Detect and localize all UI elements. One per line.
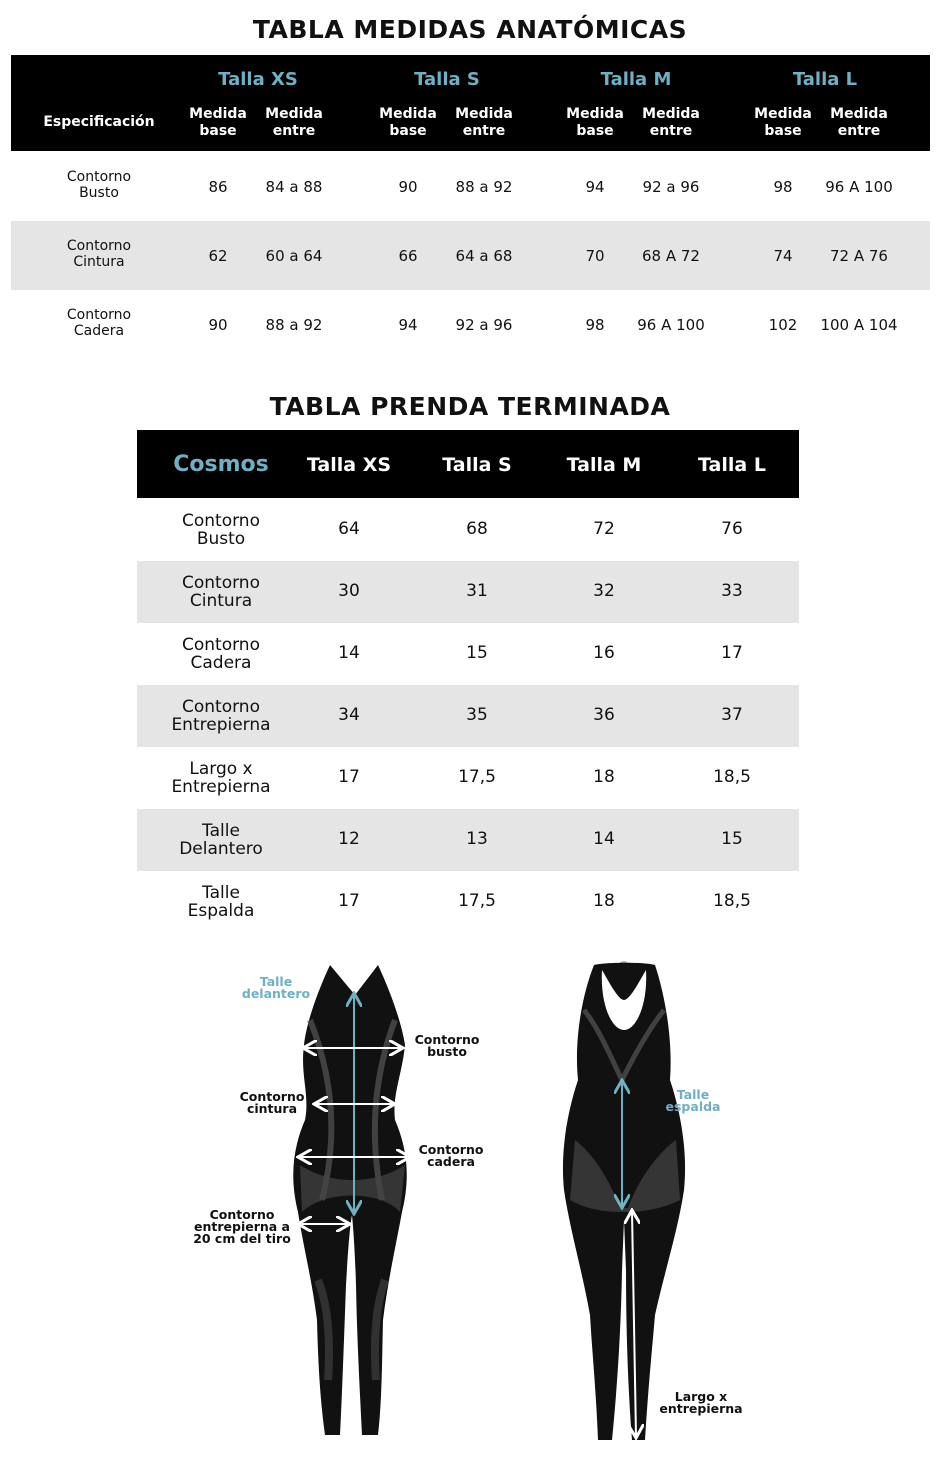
table-cell: 15 (466, 643, 488, 663)
table-cell: 12 (338, 829, 360, 849)
table-row (11, 152, 930, 221)
back-bodysuit (563, 962, 685, 1440)
table-cell: 17 (721, 643, 743, 663)
table-row (137, 685, 799, 747)
row-label: Talle Delantero (179, 821, 263, 859)
table-cell: 17,5 (458, 891, 496, 911)
xs-base-header: Medida base (189, 106, 247, 139)
table-row (137, 871, 799, 933)
size-l-header: Talla L (792, 69, 858, 90)
table-cell: 18 (593, 891, 615, 911)
table-cell: 92 a 96 (642, 178, 700, 196)
table-cell: 34 (338, 705, 360, 725)
table-cell: 36 (593, 705, 615, 725)
contorno-entrepierna-label: Contorno entrepierna a 20 cm del tiro (193, 1207, 291, 1246)
garment-measurement-figure (0, 950, 940, 1450)
talle-delantero-label: Talle delantero (241, 974, 311, 1001)
table-cell: 17,5 (458, 767, 496, 787)
size-m-header: Talla M (600, 69, 672, 90)
row-label: Contorno Entrepierna (171, 697, 271, 735)
row-label: Contorno Busto (66, 169, 132, 201)
table-cell: 86 (208, 178, 228, 196)
m-base-header: Medida base (566, 106, 624, 139)
size-m-header: Talla M (566, 454, 642, 476)
row-label: Contorno Cadera (182, 635, 260, 673)
table-cell: 96 A 100 (637, 316, 705, 334)
table-cell: 88 a 92 (455, 178, 513, 196)
table-row (137, 623, 799, 685)
row-label: Talle Espalda (187, 883, 255, 921)
table-cell: 13 (466, 829, 488, 849)
table-cell: 15 (721, 829, 743, 849)
table-cell: 14 (593, 829, 615, 849)
table-cell: 70 (585, 247, 605, 265)
table-cell: 94 (585, 178, 605, 196)
table-cell: 18,5 (713, 767, 751, 787)
table-cell: 31 (466, 581, 488, 601)
talle-espalda-label: Talle espalda (665, 1087, 721, 1114)
anatomical-table-title: TABLA MEDIDAS ANATÓMICAS (252, 15, 688, 44)
table-row (11, 290, 930, 359)
table-cell: 90 (208, 316, 228, 334)
table-cell: 72 (593, 519, 615, 539)
size-s-header: Talla S (414, 69, 480, 90)
bodysuit-illustration (0, 950, 940, 1450)
front-bodysuit (293, 965, 408, 1435)
size-s-header: Talla S (442, 454, 512, 476)
contorno-busto-label: Contorno busto (414, 1032, 480, 1059)
table-cell: 60 a 64 (265, 247, 323, 265)
largo-entrepierna-label: Largo x entrepierna (659, 1389, 743, 1416)
row-label: Contorno Busto (182, 511, 260, 549)
table-cell: 68 (466, 519, 488, 539)
table-cell: 88 a 92 (265, 316, 323, 334)
table-cell: 98 (773, 178, 793, 196)
brand-header: Cosmos (173, 452, 269, 477)
table-cell: 68 A 72 (642, 247, 700, 265)
contorno-cadera-label: Contorno cadera (418, 1142, 484, 1169)
table-cell: 96 A 100 (825, 178, 893, 196)
table-cell: 90 (398, 178, 418, 196)
table-cell: 66 (398, 247, 418, 265)
table-cell: 14 (338, 643, 360, 663)
table-cell: 35 (466, 705, 488, 725)
contorno-cintura-label: Contorno cintura (239, 1089, 305, 1116)
table-cell: 84 a 88 (265, 178, 323, 196)
table-row (137, 561, 799, 623)
m-range-header: Medida entre (642, 106, 700, 139)
size-l-header: Talla L (698, 454, 766, 476)
table-cell: 72 A 76 (830, 247, 888, 265)
table-cell: 32 (593, 581, 615, 601)
size-xs-header: Talla XS (218, 69, 298, 90)
table-cell: 30 (338, 581, 360, 601)
table-cell: 76 (721, 519, 743, 539)
row-label: Largo x Entrepierna (171, 759, 271, 797)
table-cell: 17 (338, 891, 360, 911)
l-base-header: Medida base (754, 106, 812, 139)
specification-header: Especificación (43, 114, 155, 130)
table-cell: 17 (338, 767, 360, 787)
row-label: Contorno Cadera (66, 307, 132, 339)
table-cell: 98 (585, 316, 605, 334)
l-range-header: Medida entre (830, 106, 888, 139)
table-row (137, 747, 799, 809)
row-label: Contorno Cintura (66, 238, 132, 270)
row-label: Contorno Cintura (182, 573, 260, 611)
finished-garment-table-title: TABLA PRENDA TERMINADA (269, 392, 671, 421)
table-cell: 74 (773, 247, 793, 265)
table-cell: 92 a 96 (455, 316, 513, 334)
table-row (137, 499, 799, 561)
s-base-header: Medida base (379, 106, 437, 139)
table-cell: 16 (593, 643, 615, 663)
table-cell: 18 (593, 767, 615, 787)
table-cell: 102 (768, 316, 798, 334)
finished-garment-table-header (137, 430, 799, 498)
table-cell: 64 (338, 519, 360, 539)
s-range-header: Medida entre (455, 106, 513, 139)
table-cell: 33 (721, 581, 743, 601)
anatomical-table-header (11, 55, 930, 151)
xs-range-header: Medida entre (265, 106, 323, 139)
table-cell: 37 (721, 705, 743, 725)
table-cell: 18,5 (713, 891, 751, 911)
table-cell: 100 A 104 (820, 316, 898, 334)
table-row (11, 221, 930, 290)
table-cell: 62 (208, 247, 228, 265)
table-cell: 94 (398, 316, 418, 334)
size-xs-header: Talla XS (306, 454, 392, 476)
table-cell: 64 a 68 (455, 247, 513, 265)
table-row (137, 809, 799, 871)
